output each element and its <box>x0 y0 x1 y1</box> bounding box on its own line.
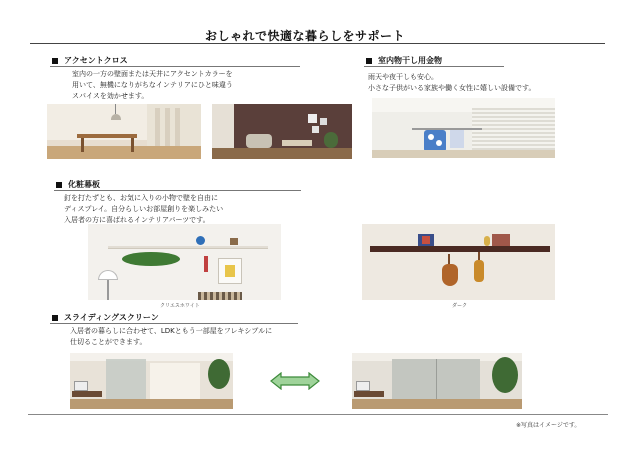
description-line: 室内の一方の壁面または天井にアクセントカラーを <box>72 70 233 78</box>
sliding-screen-description <box>70 326 272 348</box>
decor-board-photo-white <box>88 224 281 300</box>
section-heading-accent-cloth <box>52 55 128 66</box>
title-divider <box>30 43 605 44</box>
description-line: 雨天や夜干しも安心。 <box>368 73 438 81</box>
accent-cloth-photo-accent-wall <box>212 104 352 159</box>
section-bullet-icon <box>52 315 58 321</box>
section-divider <box>364 66 504 67</box>
double-arrow-svg <box>270 372 320 390</box>
description-line: 小さな子供がいる家族や働く女性に嬉しい設備です。 <box>368 84 536 92</box>
decor-board-caption-white: クリエスホワイト <box>160 303 200 309</box>
accent-cloth-photo-dining <box>47 104 201 159</box>
section-divider <box>54 190 301 191</box>
section-heading-label: アクセントクロス <box>64 56 128 65</box>
decor-board-photo-dark <box>362 224 555 300</box>
section-heading-sliding-screen <box>52 312 159 323</box>
section-bullet-icon <box>366 58 372 64</box>
description-line: 仕切ることができます。 <box>70 338 147 346</box>
section-bullet-icon <box>56 182 62 188</box>
description-line: スパイスを効かせます。 <box>72 92 149 100</box>
description-line: 入居者の方に喜ばれるインテリアパーツです。 <box>64 216 210 224</box>
page-title: おしゃれで快適な暮らしをサポート <box>205 29 406 43</box>
accent-cloth-description <box>72 69 233 102</box>
section-bullet-icon <box>52 58 58 64</box>
section-divider <box>50 66 300 67</box>
footer-divider <box>28 414 608 415</box>
indoor-drying-photo <box>372 98 555 158</box>
description-line: 用いて、無機になりがちなインテリアにひと味違う <box>72 81 233 89</box>
description-line: 入居者の暮らしに合わせて、LDKともう一部屋をフレキシブルに <box>70 327 273 335</box>
section-heading-decor-board <box>56 179 100 190</box>
section-heading-label: 化粧幕板 <box>68 180 100 189</box>
decor-board-description <box>64 193 223 226</box>
sliding-screen-photo-open <box>70 353 233 409</box>
decor-board-caption-dark: ダーク <box>452 303 468 309</box>
image-footnote: ※写真はイメージです。 <box>516 422 581 429</box>
section-heading-label: 室内物干し用金物 <box>378 56 442 65</box>
section-heading-indoor-drying <box>366 55 442 66</box>
sliding-screen-photo-closed <box>352 353 522 409</box>
section-heading-label: スライディングスクリーン <box>64 313 159 322</box>
section-divider <box>50 323 298 324</box>
indoor-drying-description <box>368 72 535 94</box>
double-arrow-icon <box>270 372 320 390</box>
description-line: ディスプレイ。自分らしいお部屋創りを楽しみたい <box>64 205 224 213</box>
description-line: 釘を打たずとも、お気に入りの小物で壁を自由に <box>64 194 218 202</box>
